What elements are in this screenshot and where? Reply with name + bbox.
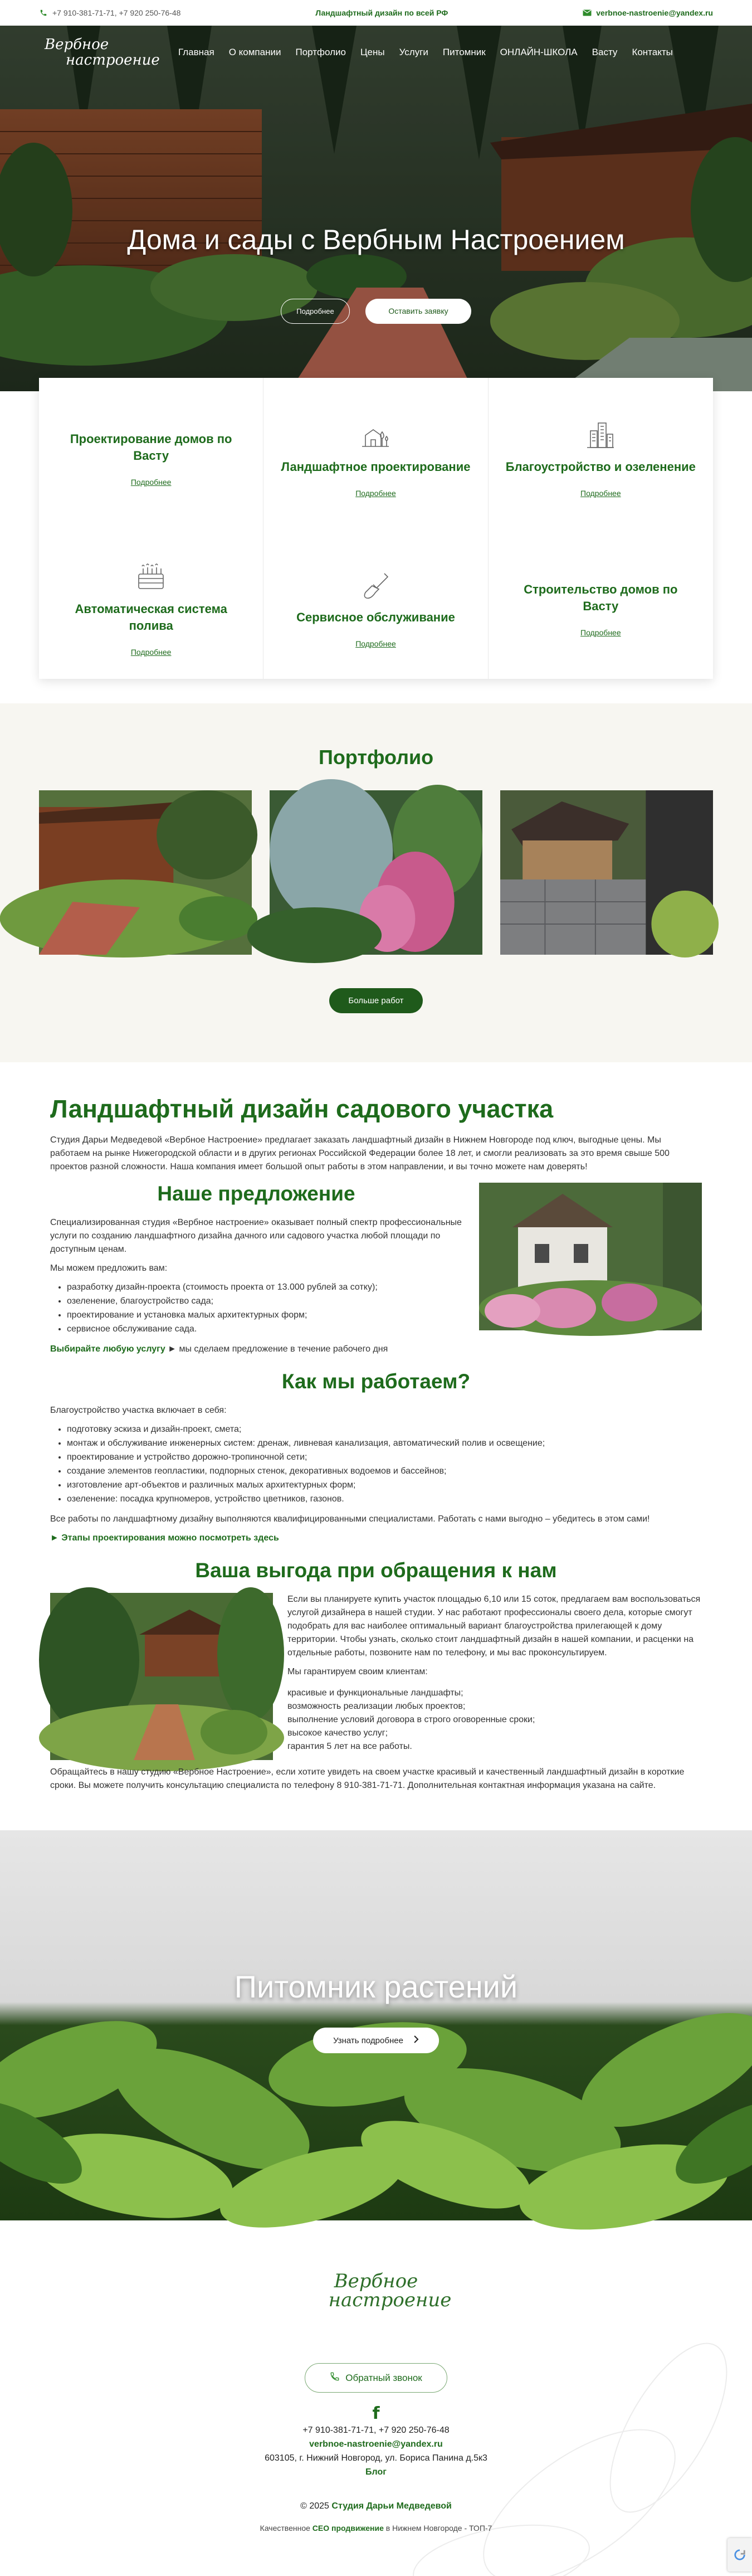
- service-card[interactable]: [39, 378, 263, 528]
- how-paragraph: Все работы по ландшафтному дизайну выполняются квалифицированными специалистами. Работать с нами выгодно – убедитесь в этом сами!: [50, 1514, 650, 1524]
- portfolio-item[interactable]: [270, 790, 482, 955]
- topbar-phones[interactable]: [39, 8, 180, 17]
- benefit-image: [50, 1593, 273, 1760]
- services-grid: [39, 378, 713, 679]
- list-item: • озеленение: посадка крупномеров, устройство цветников, газонов.: [67, 1493, 702, 1506]
- portfolio-section: [0, 703, 752, 1062]
- offer-image-white-house: [479, 1183, 702, 1330]
- seo-prefix: Качественное: [260, 2524, 312, 2533]
- topbar-email[interactable]: [583, 8, 713, 17]
- footer-logo-line2: настроение: [328, 2289, 452, 2311]
- benefit-text: [287, 1593, 702, 1760]
- logo-line1: Вербное: [45, 36, 109, 53]
- service-card[interactable]: [489, 378, 713, 528]
- offer-text: [50, 1179, 462, 1343]
- list-item: • разработку дизайн-проекта (стоимость проекта от 13.000 рублей за сотку);: [67, 1281, 462, 1294]
- list-item: выполнение условий договора в строго оговоренные сроки;: [287, 1715, 535, 1724]
- nursery-more-label: Узнать подробнее: [333, 2035, 403, 2045]
- house-landscape-icon: [360, 420, 391, 451]
- top-bar: [0, 0, 752, 26]
- nursery-section: [0, 1830, 752, 2220]
- offer-paragraph: Мы можем предложить вам:: [50, 1263, 168, 1273]
- article-section: [0, 1062, 752, 1830]
- nursery-more-button[interactable]: [313, 2028, 439, 2053]
- list-item: • монтаж и обслуживание инженерных систем: дренаж, ливневая канализация, автоматический полив и освещение;: [67, 1437, 702, 1450]
- portfolio-item[interactable]: [500, 790, 713, 955]
- offer-list: [67, 1281, 462, 1336]
- service-more-link[interactable]: Подробнее: [355, 489, 396, 498]
- recaptcha-icon: [734, 2549, 746, 2561]
- how-title: Как мы работаем?: [281, 1370, 471, 1393]
- service-more-link[interactable]: Подробнее: [130, 648, 172, 657]
- benefit-image-garden-path: [50, 1593, 273, 1760]
- menu-item-nursery[interactable]: Питомник: [442, 47, 486, 57]
- phone-icon: [330, 2371, 340, 2384]
- menu-item-main[interactable]: Главная: [178, 47, 214, 57]
- footer-logo[interactable]: [0, 2272, 752, 2310]
- seo-suffix: в Нижнем Новгороде - ТОП-7: [383, 2524, 492, 2533]
- portfolio-image-house-garden: [39, 790, 252, 955]
- offer-cta-link[interactable]: Выбирайте любую услугу: [50, 1344, 165, 1354]
- benefit-list: [287, 1686, 702, 1753]
- callback-label: Обратный звонок: [345, 2372, 422, 2383]
- list-item: • создание элементов геопластики, подпорных стенок, декоративных водоемов и бассейнов;: [67, 1465, 702, 1478]
- menu-item-online-school[interactable]: ОНЛАЙН-ШКОЛА: [500, 47, 578, 57]
- list-item: высокое качество услуг;: [287, 1728, 388, 1738]
- offer-paragraph: Специализированная студия «Вербное настроение» оказывает полный спектр профессиональные услуги по созданию ландшафтного дизайна дачного или садового участка любой площади по доступным ценам.: [50, 1218, 462, 1254]
- copyright-name: Студия Дарьи Медведевой: [331, 2501, 452, 2511]
- service-title[interactable]: Ландшафтное проектирование: [281, 460, 471, 474]
- benefit-block: [50, 1593, 702, 1760]
- service-more-link[interactable]: Подробнее: [580, 489, 621, 498]
- service-card[interactable]: [263, 378, 488, 528]
- service-title[interactable]: Автоматическая система полива: [75, 602, 227, 633]
- menu-item-about[interactable]: О компании: [228, 47, 281, 57]
- menu-item-portfolio[interactable]: Портфолио: [295, 47, 346, 57]
- recaptcha-badge[interactable]: [727, 2538, 752, 2572]
- portfolio-item[interactable]: [39, 790, 252, 955]
- service-title[interactable]: Проектирование домов по Васту: [70, 432, 232, 463]
- callback-button[interactable]: [305, 2363, 447, 2393]
- irrigation-icon: [135, 562, 167, 593]
- mail-icon: [583, 8, 592, 17]
- service-card[interactable]: [39, 528, 263, 679]
- offer-cta-rest: ► мы сделаем предложение в течение рабочего дня: [165, 1344, 388, 1354]
- topbar-email-text[interactable]: verbnoe-nastroenie@yandex.ru: [596, 8, 713, 17]
- how-list: [67, 1423, 702, 1506]
- footer: [0, 2272, 752, 2576]
- chevron-right-icon: [413, 2035, 419, 2045]
- footer-address: 603105, г. Нижний Новгород, ул. Бориса Панина д.5к3: [265, 2453, 487, 2463]
- how-paragraph: Благоустройство участка включает в себя:: [50, 1406, 227, 1415]
- portfolio-more-button[interactable]: Больше работ: [329, 988, 422, 1013]
- service-more-link[interactable]: Подробнее: [130, 478, 172, 487]
- list-item: • проектирование и устройство дорожно-тропиночной сети;: [67, 1451, 702, 1464]
- list-item: • изготовление арт-объектов и различных малых архитектурных форм;: [67, 1479, 702, 1492]
- footer-phones[interactable]: +7 910-381-71-71, +7 920 250-76-48: [302, 2426, 450, 2435]
- main-nav: [0, 26, 752, 79]
- topbar-phones-text[interactable]: +7 910-381-71-71, +7 920 250-76-48: [52, 8, 181, 17]
- footer-email[interactable]: verbnoe-nastroenie@yandex.ru: [309, 2439, 443, 2449]
- footer-logo-line1: Вербное: [334, 2270, 418, 2292]
- topbar-slogan: Ландшафтный дизайн по всей РФ: [315, 8, 448, 17]
- service-title[interactable]: Благоустройство и озеленение: [505, 460, 696, 474]
- copyright: [0, 2501, 752, 2511]
- copyright-prefix: © 2025: [300, 2501, 332, 2511]
- list-item: • сервисное обслуживание сада.: [67, 1323, 462, 1336]
- service-title[interactable]: Строительство домов по Васту: [524, 582, 678, 613]
- hero-more-button[interactable]: Подробнее: [281, 299, 350, 324]
- list-item: красивые и функциональные ландшафты;: [287, 1688, 463, 1698]
- portfolio-title: Портфолио: [318, 746, 434, 769]
- benefit-paragraph: Мы гарантируем своим клиентам:: [287, 1667, 428, 1676]
- service-more-link[interactable]: Подробнее: [355, 639, 396, 648]
- service-more-link[interactable]: Подробнее: [580, 628, 621, 637]
- logo-line2: настроение: [66, 52, 160, 69]
- benefit-paragraph: Если вы планируете купить участок площадью 6,10 или 15 соток, предлагаем вам воспользоваться услугой дизайнера в нашей студии. У нас работают профессионалы своего дела, которые смогут подобрать для вас наиболее оптимальный вариант благоустройства прилегающей к дому территории. Чтобы узнать, сколько стоит ландшафтный дизайн в нашей компании, и расценки на отдельные работы, позвоните нам по телефону, и мы вас проконсультируем.: [287, 1595, 701, 1658]
- menu-item-services[interactable]: Услуги: [399, 47, 428, 57]
- menu-item-prices[interactable]: Цены: [360, 47, 385, 57]
- article-intro: Студия Дарьи Медведевой «Вербное Настроение» предлагает заказать ландшафтный дизайн в Нижнем Новгороде под ключ, выгодные цены. Мы работаем на рынке Нижегородской области и в других регионах Российской Федерации более 18 лет, и смогли реализовать за это время свыше 500 проектов разной сложности. Наша компания имеет большой опыт работы в этом направлении, и вы точно можете нам доверять!: [50, 1135, 670, 1172]
- hero-background-image: [0, 26, 752, 391]
- list-item: гарантия 5 лет на все работы.: [287, 1742, 412, 1751]
- service-card[interactable]: [489, 528, 713, 679]
- list-item: • озеленение, благоустройство сада;: [67, 1295, 462, 1308]
- hero: [0, 26, 752, 391]
- benefit-paragraph: Обращайтесь в нашу студию «Вербное Настроение», если хотите увидеть на своем участке красивый и качественный ландшафтный дизайн в короткие сроки. Вы можете получить консультацию специалиста по телефону 8 910-381-71-71. Дополнительная контактная информация указана на сайте.: [50, 1767, 685, 1790]
- city-buildings-icon: [585, 420, 616, 451]
- hero-buttons: [0, 299, 752, 324]
- list-item: возможность реализации любых проектов;: [287, 1702, 466, 1711]
- offer-image: [479, 1183, 702, 1330]
- service-title[interactable]: Сервисное обслуживание: [296, 610, 455, 624]
- offer-block: [50, 1179, 702, 1343]
- nursery-background-image: [0, 1830, 752, 2220]
- offer-title: Наше предложение: [157, 1182, 355, 1205]
- logo[interactable]: [45, 37, 167, 68]
- list-item: • подготовку эскиза и дизайн-проект, смета;: [67, 1423, 702, 1436]
- seo-credit: [0, 2524, 752, 2533]
- hero-title: Дома и сады с Вербным Настроением: [127, 224, 625, 255]
- article-title: Ландшафтный дизайн садового участка: [50, 1095, 554, 1123]
- nursery-title: Питомник растений: [234, 1969, 518, 2004]
- offer-cta: [50, 1343, 702, 1356]
- facebook-icon[interactable]: f: [372, 2404, 380, 2423]
- hero-request-button[interactable]: Оставить заявку: [365, 299, 471, 324]
- service-card[interactable]: [263, 528, 488, 679]
- list-item: • проектирование и установка малых архитектурных форм;: [67, 1309, 462, 1322]
- portfolio-grid: [39, 790, 713, 955]
- stages-link[interactable]: ► Этапы проектирования можно посмотреть здесь: [50, 1533, 279, 1543]
- benefit-title: Ваша выгода при обращения к нам: [195, 1559, 557, 1582]
- portfolio-image-conifers-flowers: [270, 790, 482, 955]
- seo-link[interactable]: СЕО продвижение: [312, 2524, 384, 2533]
- phone-icon: [39, 8, 48, 17]
- portfolio-image-stone-wall: [500, 790, 713, 955]
- main-menu: [178, 47, 673, 58]
- footer-blog-link[interactable]: Блог: [365, 2467, 387, 2477]
- menu-item-vastu[interactable]: Васту: [592, 47, 618, 57]
- shovel-icon: [360, 570, 391, 601]
- menu-item-contacts[interactable]: Контакты: [632, 47, 673, 57]
